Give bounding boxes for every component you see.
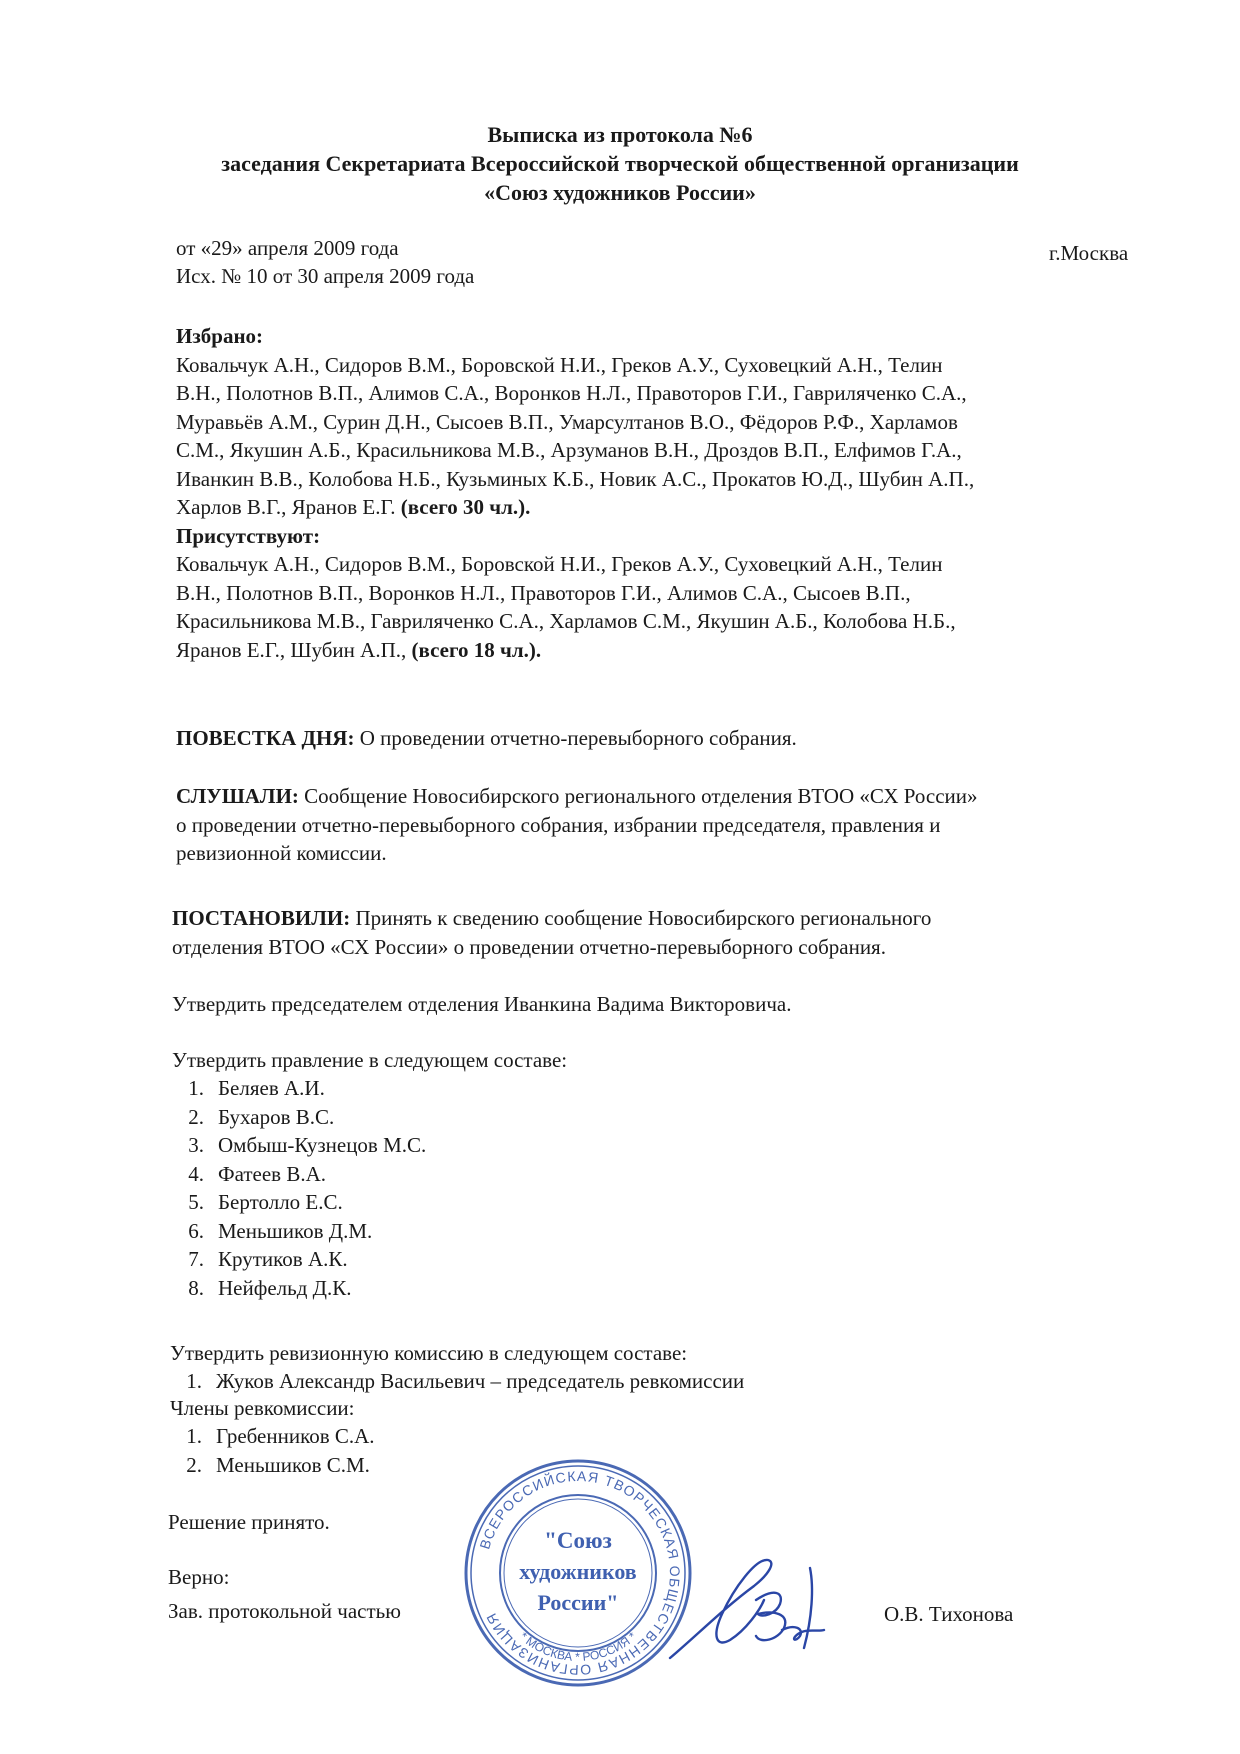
heard-line-1 — [176, 782, 1151, 811]
agenda — [176, 724, 797, 753]
present-line: Ковальчук А.Н., Сидоров В.М., Боровской Н.И., Греков А.У., Суховецкий А.Н., Телин — [176, 552, 943, 576]
elected-line: Муравьёв А.М., Сурин Д.Н., Сысоев В.П., Умарсултанов В.О., Фёдоров Р.Ф., Харламов — [176, 409, 958, 434]
heard-line-3: ревизионной комиссии. — [176, 841, 387, 865]
signoff-position: Зав. протокольной частью — [168, 1599, 401, 1623]
outgoing-number: Исх. № 10 от 30 апреля 2009 года — [176, 264, 475, 288]
list-item: 2. Меньшиков С.М. — [186, 1452, 370, 1477]
title-line-1: Выписка из протокола №6 — [487, 122, 753, 147]
resolved-section — [172, 904, 1147, 961]
title-line-3: «Союз художников России» — [484, 180, 756, 205]
elected-heading: Избрано: — [176, 324, 264, 348]
resolved-text-1: Принять к сведению сообщение Новосибирского регионального — [350, 906, 932, 930]
resolved-line-1 — [172, 904, 1147, 933]
heard-section — [176, 782, 1151, 868]
audit-members-label: Члены ревкомиссии: — [170, 1396, 355, 1420]
title-line-2: заседания Секретариата Всероссийской творческой общественной организации — [221, 151, 1019, 176]
board-list — [172, 1074, 426, 1302]
elected-line: С.М., Якушин А.Б., Красильникова М.В., Арзуманов В.Н., Дроздов В.П., Елфимов Г.А., — [176, 438, 962, 462]
list-item: 8. Нейфельд Д.К. — [188, 1275, 352, 1300]
list-item: 1. Гребенников С.А. — [186, 1424, 375, 1448]
stamp-bottom-text: * МОСКВА * РОССИЯ * — [517, 1629, 639, 1664]
present-line: В.Н., Полотнов В.П., Воронков Н.Л., Правоторов Г.И., Алимов С.А., Сысоев В.П., — [176, 580, 911, 605]
list-item: 3. Омбыш-Кузнецов М.С. — [188, 1133, 427, 1157]
meeting-date: от «29» апреля 2009 года — [176, 236, 399, 260]
present-last-names: Яранов Е.Г., Шубин А.П., — [176, 637, 412, 662]
resolved-label: ПОСТАНОВИЛИ: — [172, 906, 351, 930]
city: г.Москва — [1049, 241, 1129, 265]
handwritten-signature — [664, 1548, 874, 1668]
heard-line-2: о проведении отчетно-перевыборного собрания, избрании председателя, правления и — [176, 812, 941, 837]
elected-total: (всего 30 чл.). — [400, 495, 531, 519]
list-item: 1. Беляев А.И. — [188, 1076, 325, 1100]
resolved-line-2: отделения ВТОО «СХ России» о проведении отчетно-перевыборного собрания. — [172, 934, 886, 959]
present-total: (всего 18 чл.). — [411, 637, 542, 662]
chairman-resolution: Утвердить председателем отделения Иванкина Вадима Викторовича. — [172, 992, 792, 1016]
stamp-center-line-3: России" — [537, 1590, 619, 1615]
audit-intro: Утвердить ревизионную комиссию в следующем составе: — [170, 1341, 688, 1365]
list-item: 2. Бухаров В.С. — [188, 1104, 335, 1129]
list-item: 1. Жуков Александр Васильевич – председатель ревкомиссии — [186, 1369, 745, 1393]
list-item: 4. Фатеев В.А. — [188, 1161, 327, 1186]
stamp-center-line-1: "Союз — [544, 1528, 612, 1553]
document-title — [0, 120, 1240, 207]
signoff-name: О.В. Тихонова — [884, 1602, 1014, 1626]
signoff-correct: Верно: — [168, 1565, 230, 1589]
heard-text-1: Сообщение Новосибирского регионального отделения ВТОО «СХ России» — [298, 784, 978, 808]
list-item: 7. Крутиков А.К. — [188, 1247, 348, 1271]
stamp-center-line-2: художников — [519, 1559, 637, 1584]
present-last-line — [176, 636, 1151, 665]
audit-chair-list — [170, 1367, 744, 1396]
present-line: Красильникова М.В., Гавриляченко С.А., Харламов С.М., Якушин А.Б., Колобова Н.Б., — [176, 609, 956, 633]
decision: Решение принято. — [168, 1510, 330, 1534]
agenda-text: О проведении отчетно-перевыборного собрания. — [354, 726, 797, 750]
stamp-ring-text: ВСЕРОССИЙСКАЯ ТВОРЧЕСКАЯ ОБЩЕСТВЕННАЯ ОРГАНИЗАЦИЯ — [476, 1467, 684, 1679]
agenda-label: ПОВЕСТКА ДНЯ: — [176, 726, 355, 750]
list-item: 5. Бертолло Е.С. — [188, 1190, 343, 1214]
elected-section — [176, 322, 1151, 664]
present-heading: Присутствуют: — [176, 523, 321, 548]
heard-label: СЛУШАЛИ: — [176, 784, 299, 808]
board-intro: Утвердить правление в следующем составе: — [172, 1048, 568, 1072]
elected-line: В.Н., Полотнов В.П., Алимов С.А., Воронков Н.Л., Правоторов Г.И., Гавриляченко С.А., — [176, 381, 967, 405]
organization-stamp — [463, 1458, 693, 1688]
elected-line: Ковальчук А.Н., Сидоров В.М., Боровской Н.И., Греков А.У., Суховецкий А.Н., Телин — [176, 352, 943, 377]
elected-last-line — [176, 493, 1151, 522]
list-item: 6. Меньшиков Д.М. — [188, 1218, 373, 1243]
elected-last-names: Харлов В.Г., Яранов Е.Г. — [176, 495, 401, 519]
audit-members-list — [170, 1422, 375, 1479]
elected-line: Иванкин В.В., Колобова Н.Б., Кузьминых К.Б., Новик А.С., Прокатов Ю.Д., Шубин А.П., — [176, 466, 975, 491]
